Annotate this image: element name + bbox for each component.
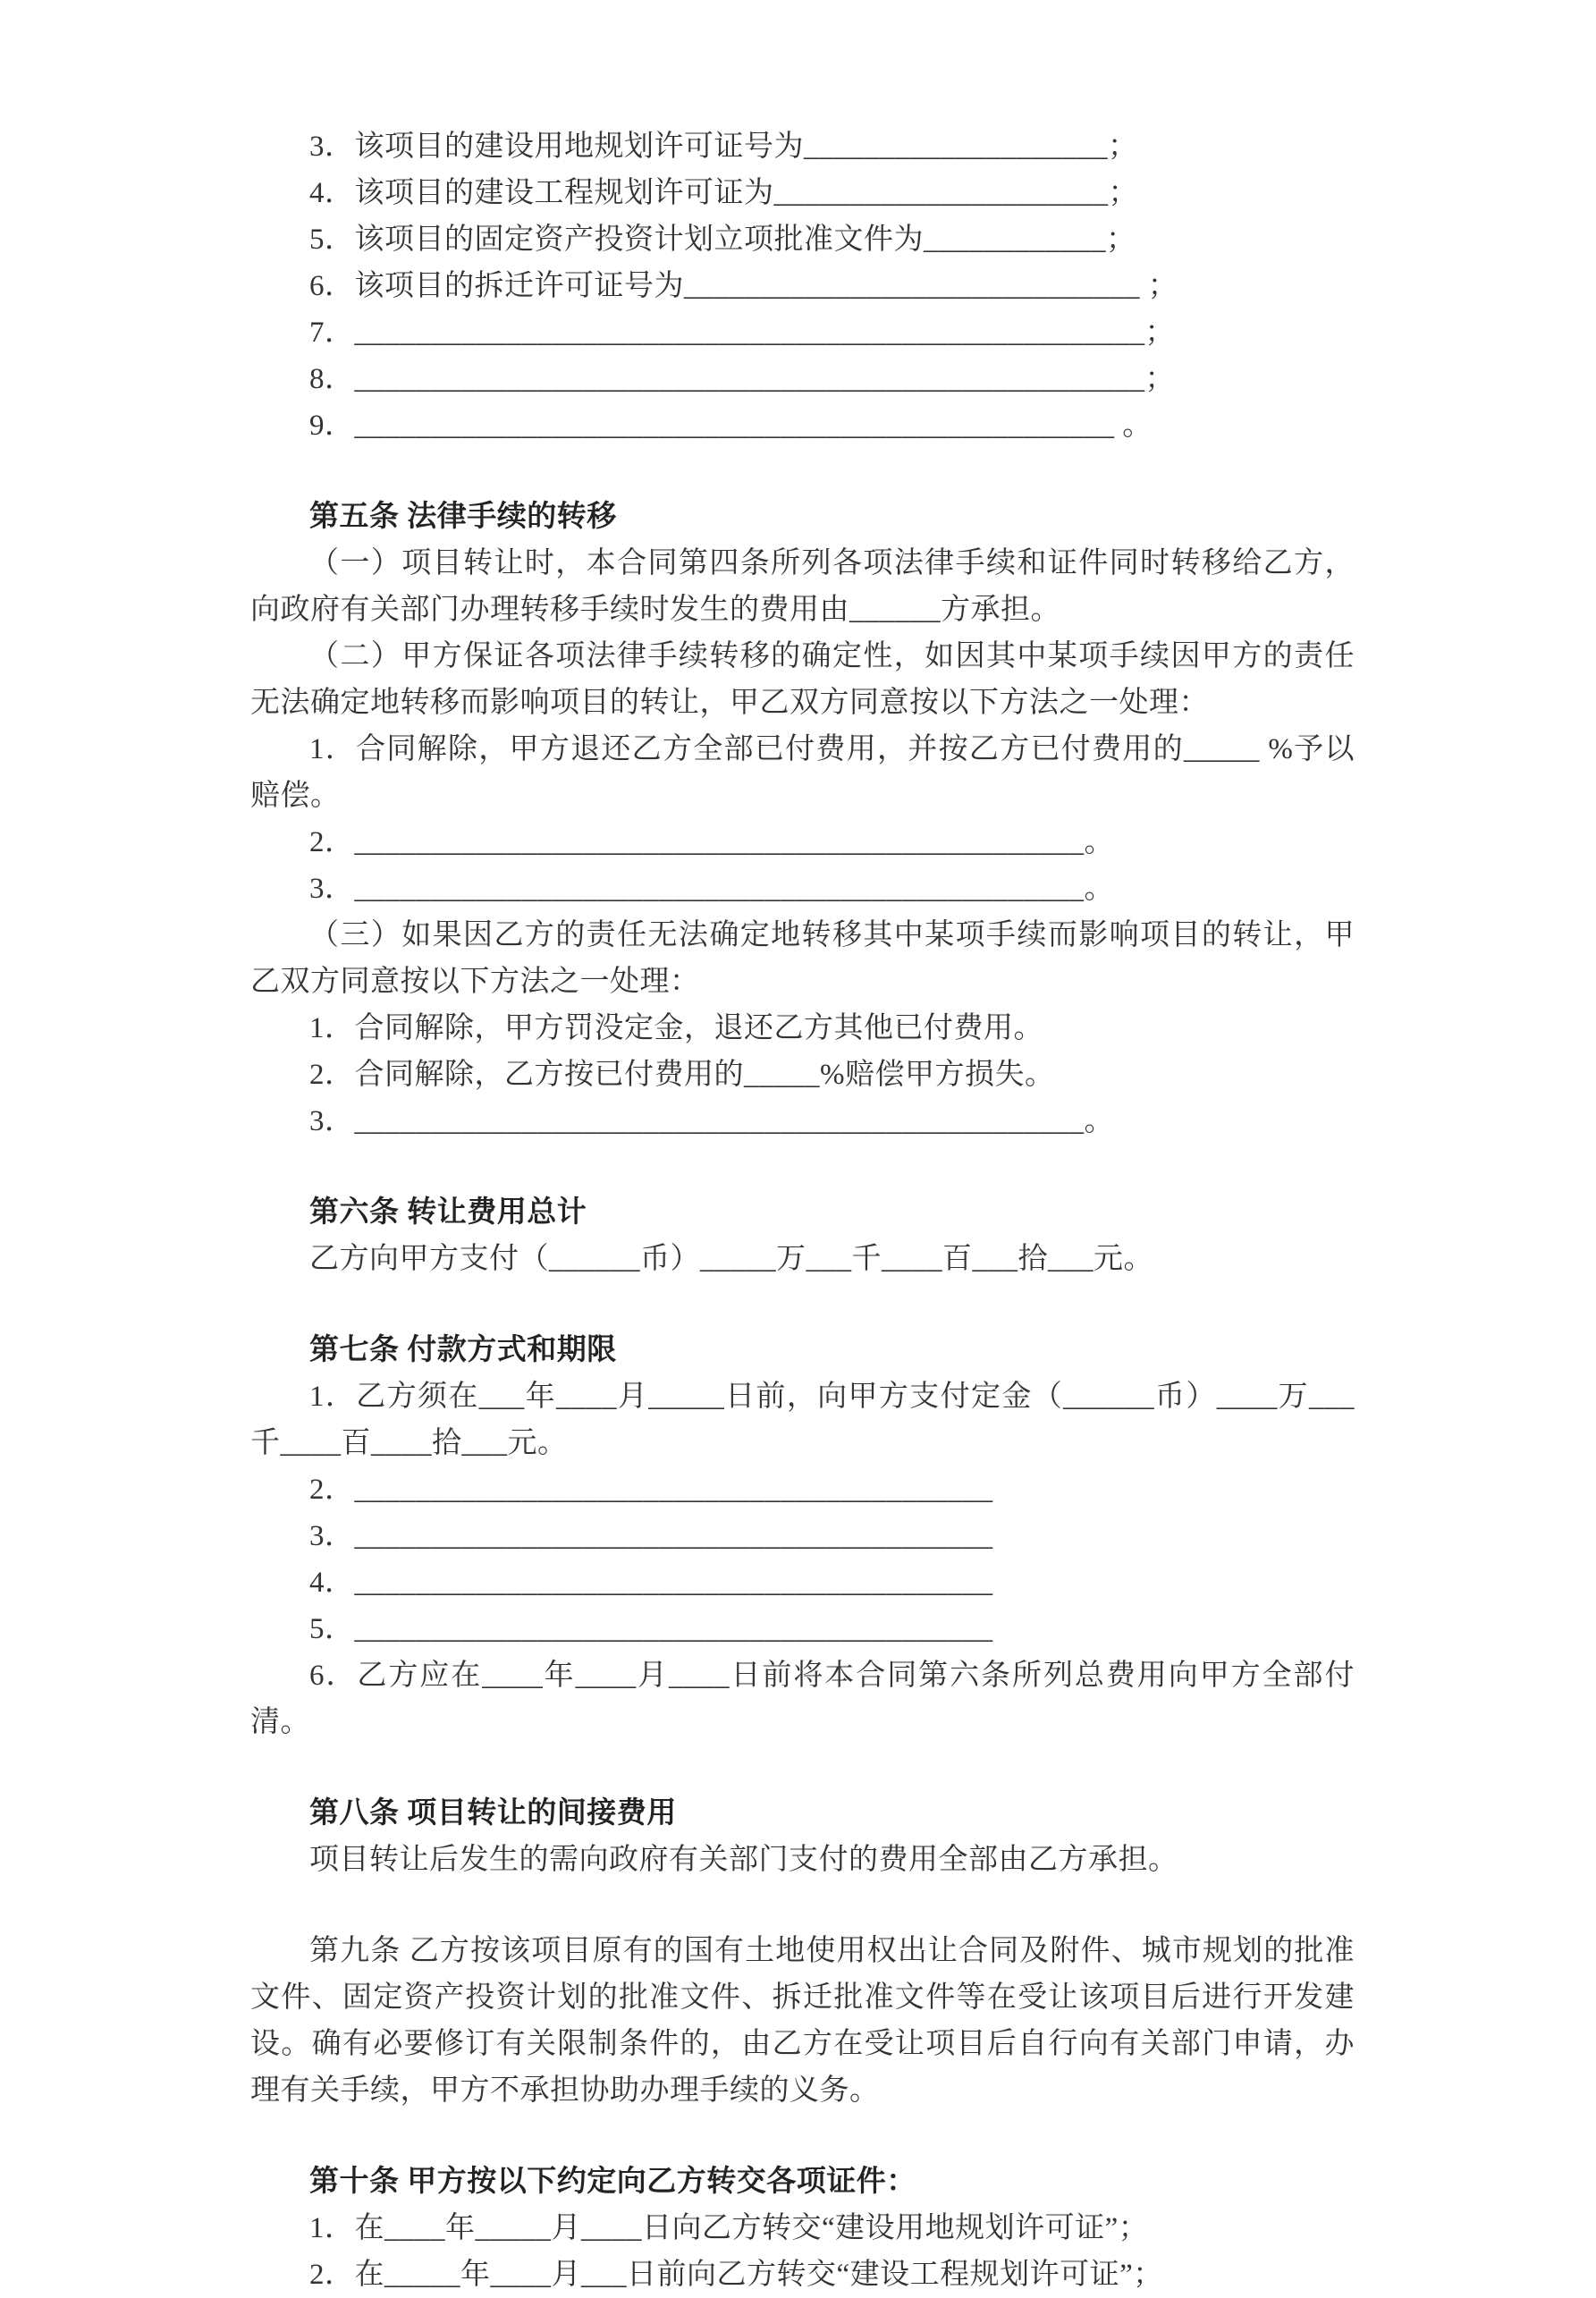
paragraph: 1．在____年_____月____日向乙方转交“建设用地规划许可证”；	[309, 2212, 1149, 2244]
paragraph: 3．________________________________________________。	[309, 873, 1114, 905]
paragraph: 7．____________________________________________________；	[309, 317, 1175, 349]
paragraph: 6．乙方应在____年____月____日前将本合同第六条所列总费用向甲方全部付清。	[250, 1660, 1355, 1738]
section-heading: 第十条 甲方按以下约定向乙方转交各项证件：	[309, 2166, 916, 2198]
paragraph: 9．__________________________________________________ 。	[309, 410, 1153, 442]
paragraph: 5．该项目的固定资产投资计划立项批准文件为____________；	[309, 224, 1136, 256]
paragraph: 2．合同解除，乙方按已付费用的_____%赔偿甲方损失。	[309, 1059, 1055, 1091]
paragraph: 1．合同解除，甲方退还乙方全部已付费用，并按乙方已付费用的_____ %予以赔偿。	[250, 733, 1355, 812]
paragraph: 4．__________________________________________	[309, 1567, 993, 1599]
section-heading: 第七条 付款方式和期限	[309, 1334, 617, 1366]
paragraph: 3．该项目的建设用地规划许可证号为____________________；	[309, 131, 1138, 163]
paragraph: 项目转让后发生的需向政府有关部门支付的费用全部由乙方承担。	[309, 1844, 1178, 1876]
paragraph: 乙方向甲方支付（______币）_____万___千____百___拾___元。	[309, 1243, 1153, 1275]
section-heading: 第八条 项目转让的间接费用	[309, 1797, 677, 1829]
paragraph: 4．该项目的建设工程规划许可证为______________________；	[309, 177, 1138, 209]
paragraph: 第九条 乙方按该项目原有的国有土地使用权出让合同及附件、城市规划的批准文件、固定资产投资计划的批准文件、拆迁批准文件等在受让该项目后进行开发建设。确有必要修订有关限制条件的，由乙方在受让项目后自行向有关部门申请，办理有关手续，甲方不承担协助办理手续的义务。	[250, 1935, 1355, 2107]
section-heading: 第五条 法律手续的转移	[309, 501, 617, 533]
paragraph: 2．__________________________________________	[309, 1474, 993, 1506]
paragraph: 8．____________________________________________________；	[309, 363, 1175, 395]
paragraph: 3．__________________________________________	[309, 1520, 993, 1552]
paragraph: 5．__________________________________________	[309, 1613, 993, 1645]
paragraph: 6．该项目的拆迁许可证号为______________________________ ；	[309, 270, 1178, 302]
paragraph: （一）项目转让时，本合同第四条所列各项法律手续和证件同时转移给乙方，向政府有关部门办理转移手续时发生的费用由______方承担。	[250, 547, 1355, 626]
paragraph: （二）甲方保证各项法律手续转移的确定性，如因其中某项手续因甲方的责任无法确定地转移而影响项目的转让，甲乙双方同意按以下方法之一处理：	[250, 640, 1355, 719]
paragraph: （三）如果因乙方的责任无法确定地转移其中某项手续而影响项目的转让，甲乙双方同意按以下方法之一处理：	[250, 919, 1355, 998]
paragraph: 1．乙方须在___年____月_____日前，向甲方支付定金（______币）____万___千____百____拾___元。	[250, 1381, 1355, 1459]
contract-text	[250, 123, 1355, 2298]
paragraph: 2．________________________________________________。	[309, 826, 1114, 858]
paragraph: 2．在_____年____月___日前向乙方转交“建设工程规划许可证”；	[309, 2259, 1163, 2291]
section-heading: 第六条 转让费用总计	[309, 1196, 587, 1229]
paragraph: 3．________________________________________________。	[309, 1105, 1114, 1137]
paragraph: 1．合同解除，甲方罚没定金，退还乙方其他已付费用。	[309, 1012, 1043, 1044]
